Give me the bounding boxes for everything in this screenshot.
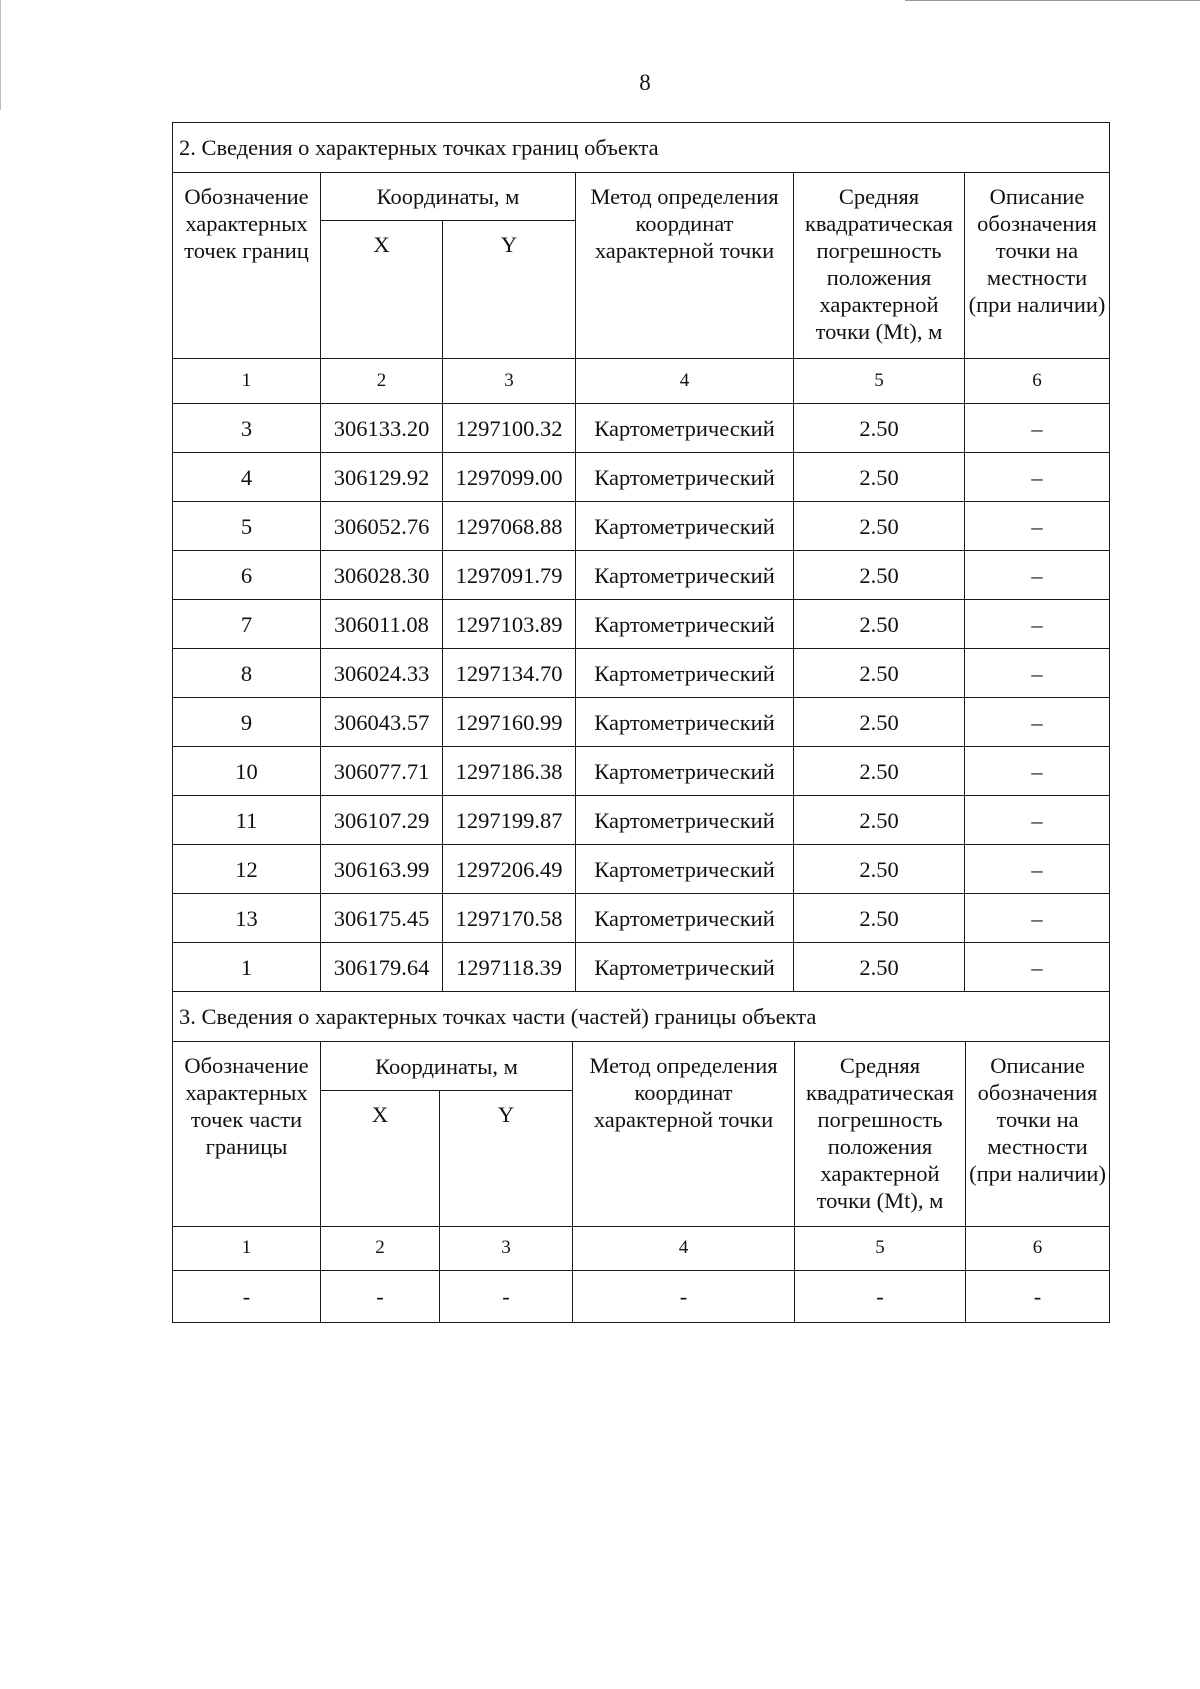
column-number: 2: [321, 1227, 440, 1271]
table-row: [173, 747, 1110, 796]
error: 2.50: [794, 600, 965, 649]
table-row: [173, 943, 1110, 992]
method: Картометрический: [576, 453, 794, 502]
section-title: 3. Сведения о характерных точках части (частей) границы объекта: [173, 992, 1110, 1042]
coord-x: 306179.64: [321, 943, 443, 992]
header-coordinates: Координаты, м: [321, 173, 576, 221]
header-method: Метод определения координат характерной точки: [576, 173, 794, 359]
coord-x: 306163.99: [321, 845, 443, 894]
table-row: [173, 551, 1110, 600]
description: –: [965, 747, 1110, 796]
column-number: 2: [321, 359, 443, 404]
coord-x: 306175.45: [321, 894, 443, 943]
description: –: [965, 600, 1110, 649]
column-number: 6: [966, 1227, 1110, 1271]
column-number: 4: [576, 359, 794, 404]
error: 2.50: [794, 502, 965, 551]
column-number: 6: [965, 359, 1110, 404]
table-row: [173, 894, 1110, 943]
boundary-points-table: [172, 122, 1110, 992]
point-id: 10: [173, 747, 321, 796]
point-id: 5: [173, 502, 321, 551]
coord-y: 1297091.79: [443, 551, 576, 600]
method: Картометрический: [576, 747, 794, 796]
point-id: 9: [173, 698, 321, 747]
column-number: 4: [573, 1227, 795, 1271]
part-boundary-points-table: [172, 991, 1110, 1323]
header-designation: Обозначение характерных точек границ: [173, 173, 321, 359]
method: Картометрический: [576, 404, 794, 453]
column-number: 3: [443, 359, 576, 404]
point-id: 12: [173, 845, 321, 894]
table-row: [173, 845, 1110, 894]
method: Картометрический: [576, 649, 794, 698]
coord-x: 306129.92: [321, 453, 443, 502]
coord-y: 1297068.88: [443, 502, 576, 551]
table-row: [173, 502, 1110, 551]
description: –: [965, 796, 1110, 845]
column-number: 1: [173, 359, 321, 404]
header-error: Средняя квадратическая погрешность положения характерной точки (Mt), м: [794, 173, 965, 359]
header-coordinates: Координаты, м: [321, 1042, 573, 1091]
point-id: 13: [173, 894, 321, 943]
description: –: [965, 845, 1110, 894]
coord-x: 306024.33: [321, 649, 443, 698]
error: 2.50: [794, 551, 965, 600]
section-title: 2. Сведения о характерных точках границ объекта: [173, 123, 1110, 173]
header-description: Описание обозначения точки на местности (при наличии): [966, 1042, 1110, 1227]
point-id: 7: [173, 600, 321, 649]
point-id: 6: [173, 551, 321, 600]
method: Картометрический: [576, 551, 794, 600]
method: -: [573, 1271, 795, 1323]
method: Картометрический: [576, 502, 794, 551]
point-id: 1: [173, 943, 321, 992]
coord-y: 1297160.99: [443, 698, 576, 747]
coord-x: 306028.30: [321, 551, 443, 600]
header-y: Y: [440, 1091, 573, 1227]
description: –: [965, 453, 1110, 502]
page-number: 8: [639, 70, 651, 95]
coord-y: 1297199.87: [443, 796, 576, 845]
coord-y: 1297118.39: [443, 943, 576, 992]
method: Картометрический: [576, 600, 794, 649]
error: 2.50: [794, 453, 965, 502]
coord-x: -: [321, 1271, 440, 1323]
error: 2.50: [794, 649, 965, 698]
coord-x: 306052.76: [321, 502, 443, 551]
table-row: [173, 1271, 1110, 1323]
coord-x: 306077.71: [321, 747, 443, 796]
header-error: Средняя квадратическая погрешность положения характерной точки (Mt), м: [795, 1042, 966, 1227]
coord-y: 1297170.58: [443, 894, 576, 943]
description: –: [965, 551, 1110, 600]
error: 2.50: [794, 796, 965, 845]
description: –: [965, 502, 1110, 551]
description: –: [965, 404, 1110, 453]
method: Картометрический: [576, 845, 794, 894]
coord-y: 1297100.32: [443, 404, 576, 453]
method: Картометрический: [576, 698, 794, 747]
column-number: 5: [794, 359, 965, 404]
header-description: Описание обозначения точки на местности (при наличии): [965, 173, 1110, 359]
coord-y: 1297206.49: [443, 845, 576, 894]
point-id: 8: [173, 649, 321, 698]
point-id: 3: [173, 404, 321, 453]
point-id: -: [173, 1271, 321, 1323]
table-row: [173, 453, 1110, 502]
description: –: [965, 894, 1110, 943]
point-id: 4: [173, 453, 321, 502]
error: -: [795, 1271, 966, 1323]
column-number-row: [173, 359, 1110, 404]
method: Картометрический: [576, 894, 794, 943]
table-row: [173, 404, 1110, 453]
coord-x: 306043.57: [321, 698, 443, 747]
header-designation: Обозначение характерных точек части границы: [173, 1042, 321, 1227]
description: –: [965, 943, 1110, 992]
coord-x: 306011.08: [321, 600, 443, 649]
table-row: [173, 698, 1110, 747]
column-number: 1: [173, 1227, 321, 1271]
error: 2.50: [794, 943, 965, 992]
description: -: [966, 1271, 1110, 1323]
error: 2.50: [794, 845, 965, 894]
coord-x: 306133.20: [321, 404, 443, 453]
coord-y: 1297099.00: [443, 453, 576, 502]
page-edge-top: [905, 0, 1200, 1]
coord-y: 1297186.38: [443, 747, 576, 796]
coord-y: 1297103.89: [443, 600, 576, 649]
column-number: 5: [795, 1227, 966, 1271]
method: Картометрический: [576, 796, 794, 845]
method: Картометрический: [576, 943, 794, 992]
table-row: [173, 796, 1110, 845]
point-id: 11: [173, 796, 321, 845]
header-x: X: [321, 1091, 440, 1227]
column-number-row: [173, 1227, 1110, 1271]
error: 2.50: [794, 747, 965, 796]
header-x: X: [321, 221, 443, 359]
coord-y: -: [440, 1271, 573, 1323]
header-y: Y: [443, 221, 576, 359]
error: 2.50: [794, 698, 965, 747]
error: 2.50: [794, 404, 965, 453]
coord-y: 1297134.70: [443, 649, 576, 698]
description: –: [965, 698, 1110, 747]
table-row: [173, 649, 1110, 698]
coord-x: 306107.29: [321, 796, 443, 845]
error: 2.50: [794, 894, 965, 943]
table-row: [173, 600, 1110, 649]
column-number: 3: [440, 1227, 573, 1271]
header-method: Метод определения координат характерной точки: [573, 1042, 795, 1227]
description: –: [965, 649, 1110, 698]
